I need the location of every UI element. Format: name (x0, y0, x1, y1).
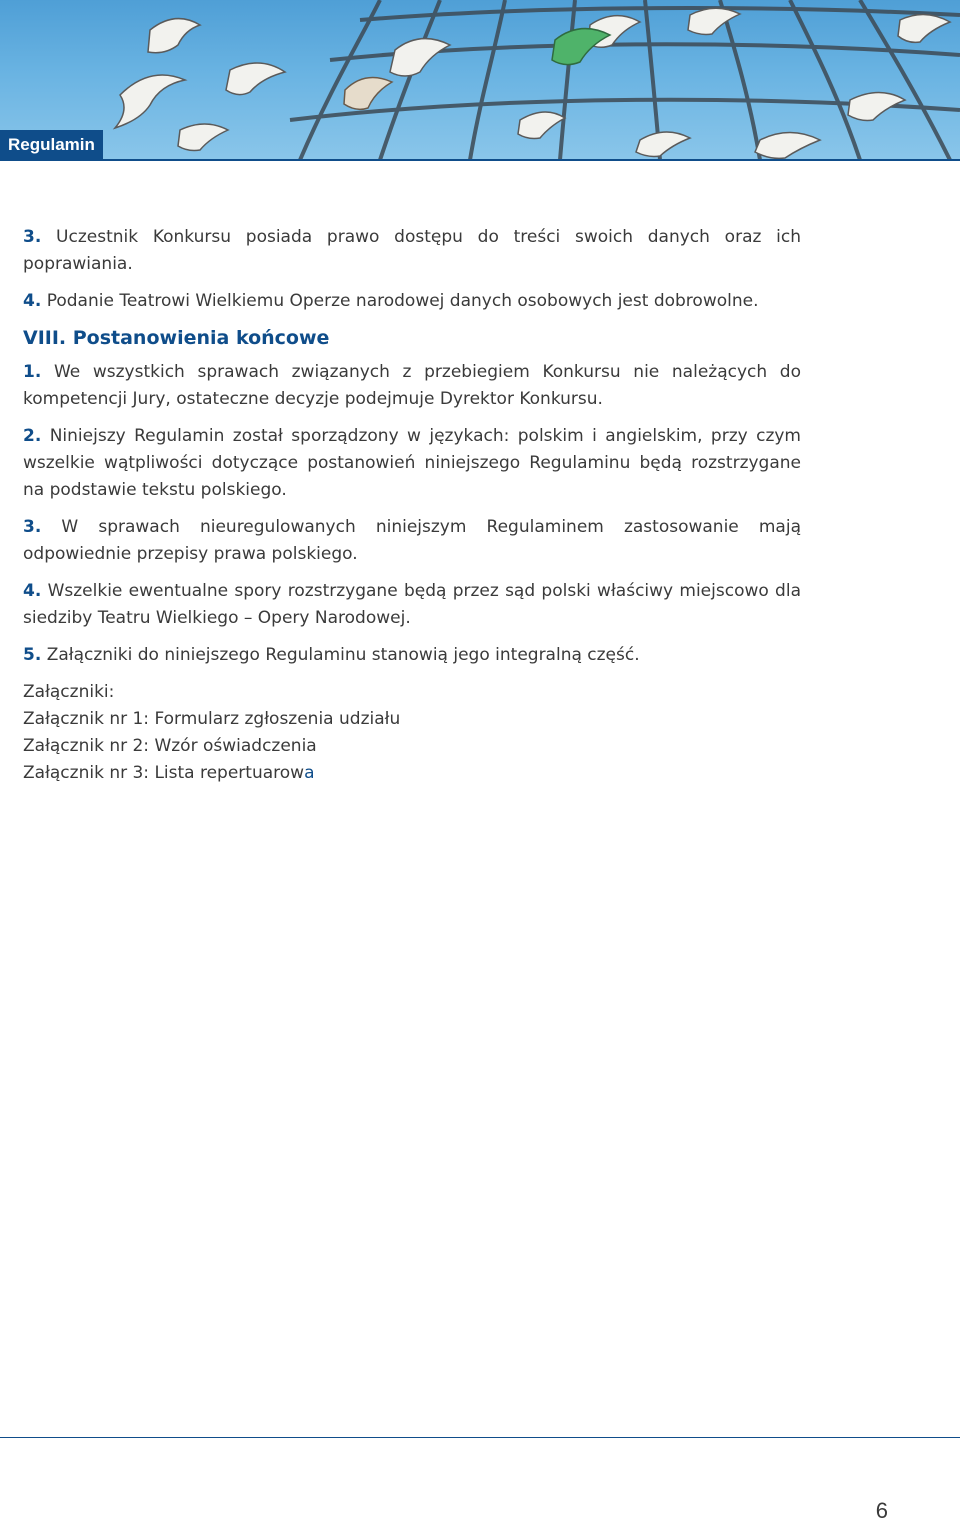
attachment-item-tail: a (304, 763, 315, 783)
attachment-item (23, 760, 801, 787)
list-item (23, 423, 801, 504)
section-heading: VIII. Postanowienia końcowe (23, 327, 330, 349)
section-title-tag: Regulamin (0, 130, 103, 160)
item-text: Niniejszy Regulamin został sporządzony w językach: polskim i angielskim, przy czym wszelkie wątpliwości dotyczące postanowień niniejszego Regulaminu będą rozstrzygane na podstawie tekstu polskiego. (23, 426, 801, 500)
footer-divider (0, 1437, 960, 1438)
item-text: Załączniki do niniejszego Regulaminu stanowią jego integralną część. (46, 645, 640, 665)
header-divider (0, 159, 960, 161)
page-number: 6 (875, 1498, 888, 1523)
header-illustration (0, 0, 960, 160)
list-item (23, 578, 801, 632)
item-text: Wszelkie ewentualne spory rozstrzygane będą przez sąd polski właściwy miejscowo dla siedziby Teatru Wielkiego – Opery Narodowej. (23, 581, 801, 628)
item-text: We wszystkich sprawach związanych z przebiegiem Konkursu nie należących do kompetencji Jury, ostateczne decyzje podejmuje Dyrektor Konkursu. (23, 362, 801, 409)
list-item (23, 224, 801, 278)
list-item (23, 642, 801, 669)
item-text: Podanie Teatrowi Wielkiemu Operze narodowej danych osobowych jest dobrowolne. (46, 291, 759, 311)
item-number: 1. (23, 362, 42, 382)
list-item (23, 514, 801, 568)
item-text: W sprawach nieuregulowanych niniejszym Regulaminem zastosowanie mają odpowiednie przepisy prawa polskiego. (23, 517, 801, 564)
attachment-item: Załącznik nr 2: Wzór oświadczenia (23, 736, 317, 756)
attachment-item: Załącznik nr 1: Formularz zgłoszenia udziału (23, 709, 401, 729)
attachment-item-text: Załącznik nr 3: Lista repertuarow (23, 763, 305, 783)
item-number: 2. (23, 426, 42, 446)
item-number: 3. (23, 227, 42, 247)
birds-cage-illustration (0, 0, 960, 160)
item-number: 4. (23, 581, 42, 601)
list-item (23, 359, 801, 413)
regulation-content (23, 224, 801, 787)
attachments-list (23, 679, 801, 787)
item-text: Uczestnik Konkursu posiada prawo dostępu do treści swoich danych oraz ich poprawiania. (23, 227, 801, 274)
item-number: 3. (23, 517, 42, 537)
attachments-heading: Załączniki: (23, 682, 115, 702)
list-item (23, 288, 801, 315)
item-number: 4. (23, 291, 42, 311)
item-number: 5. (23, 645, 42, 665)
